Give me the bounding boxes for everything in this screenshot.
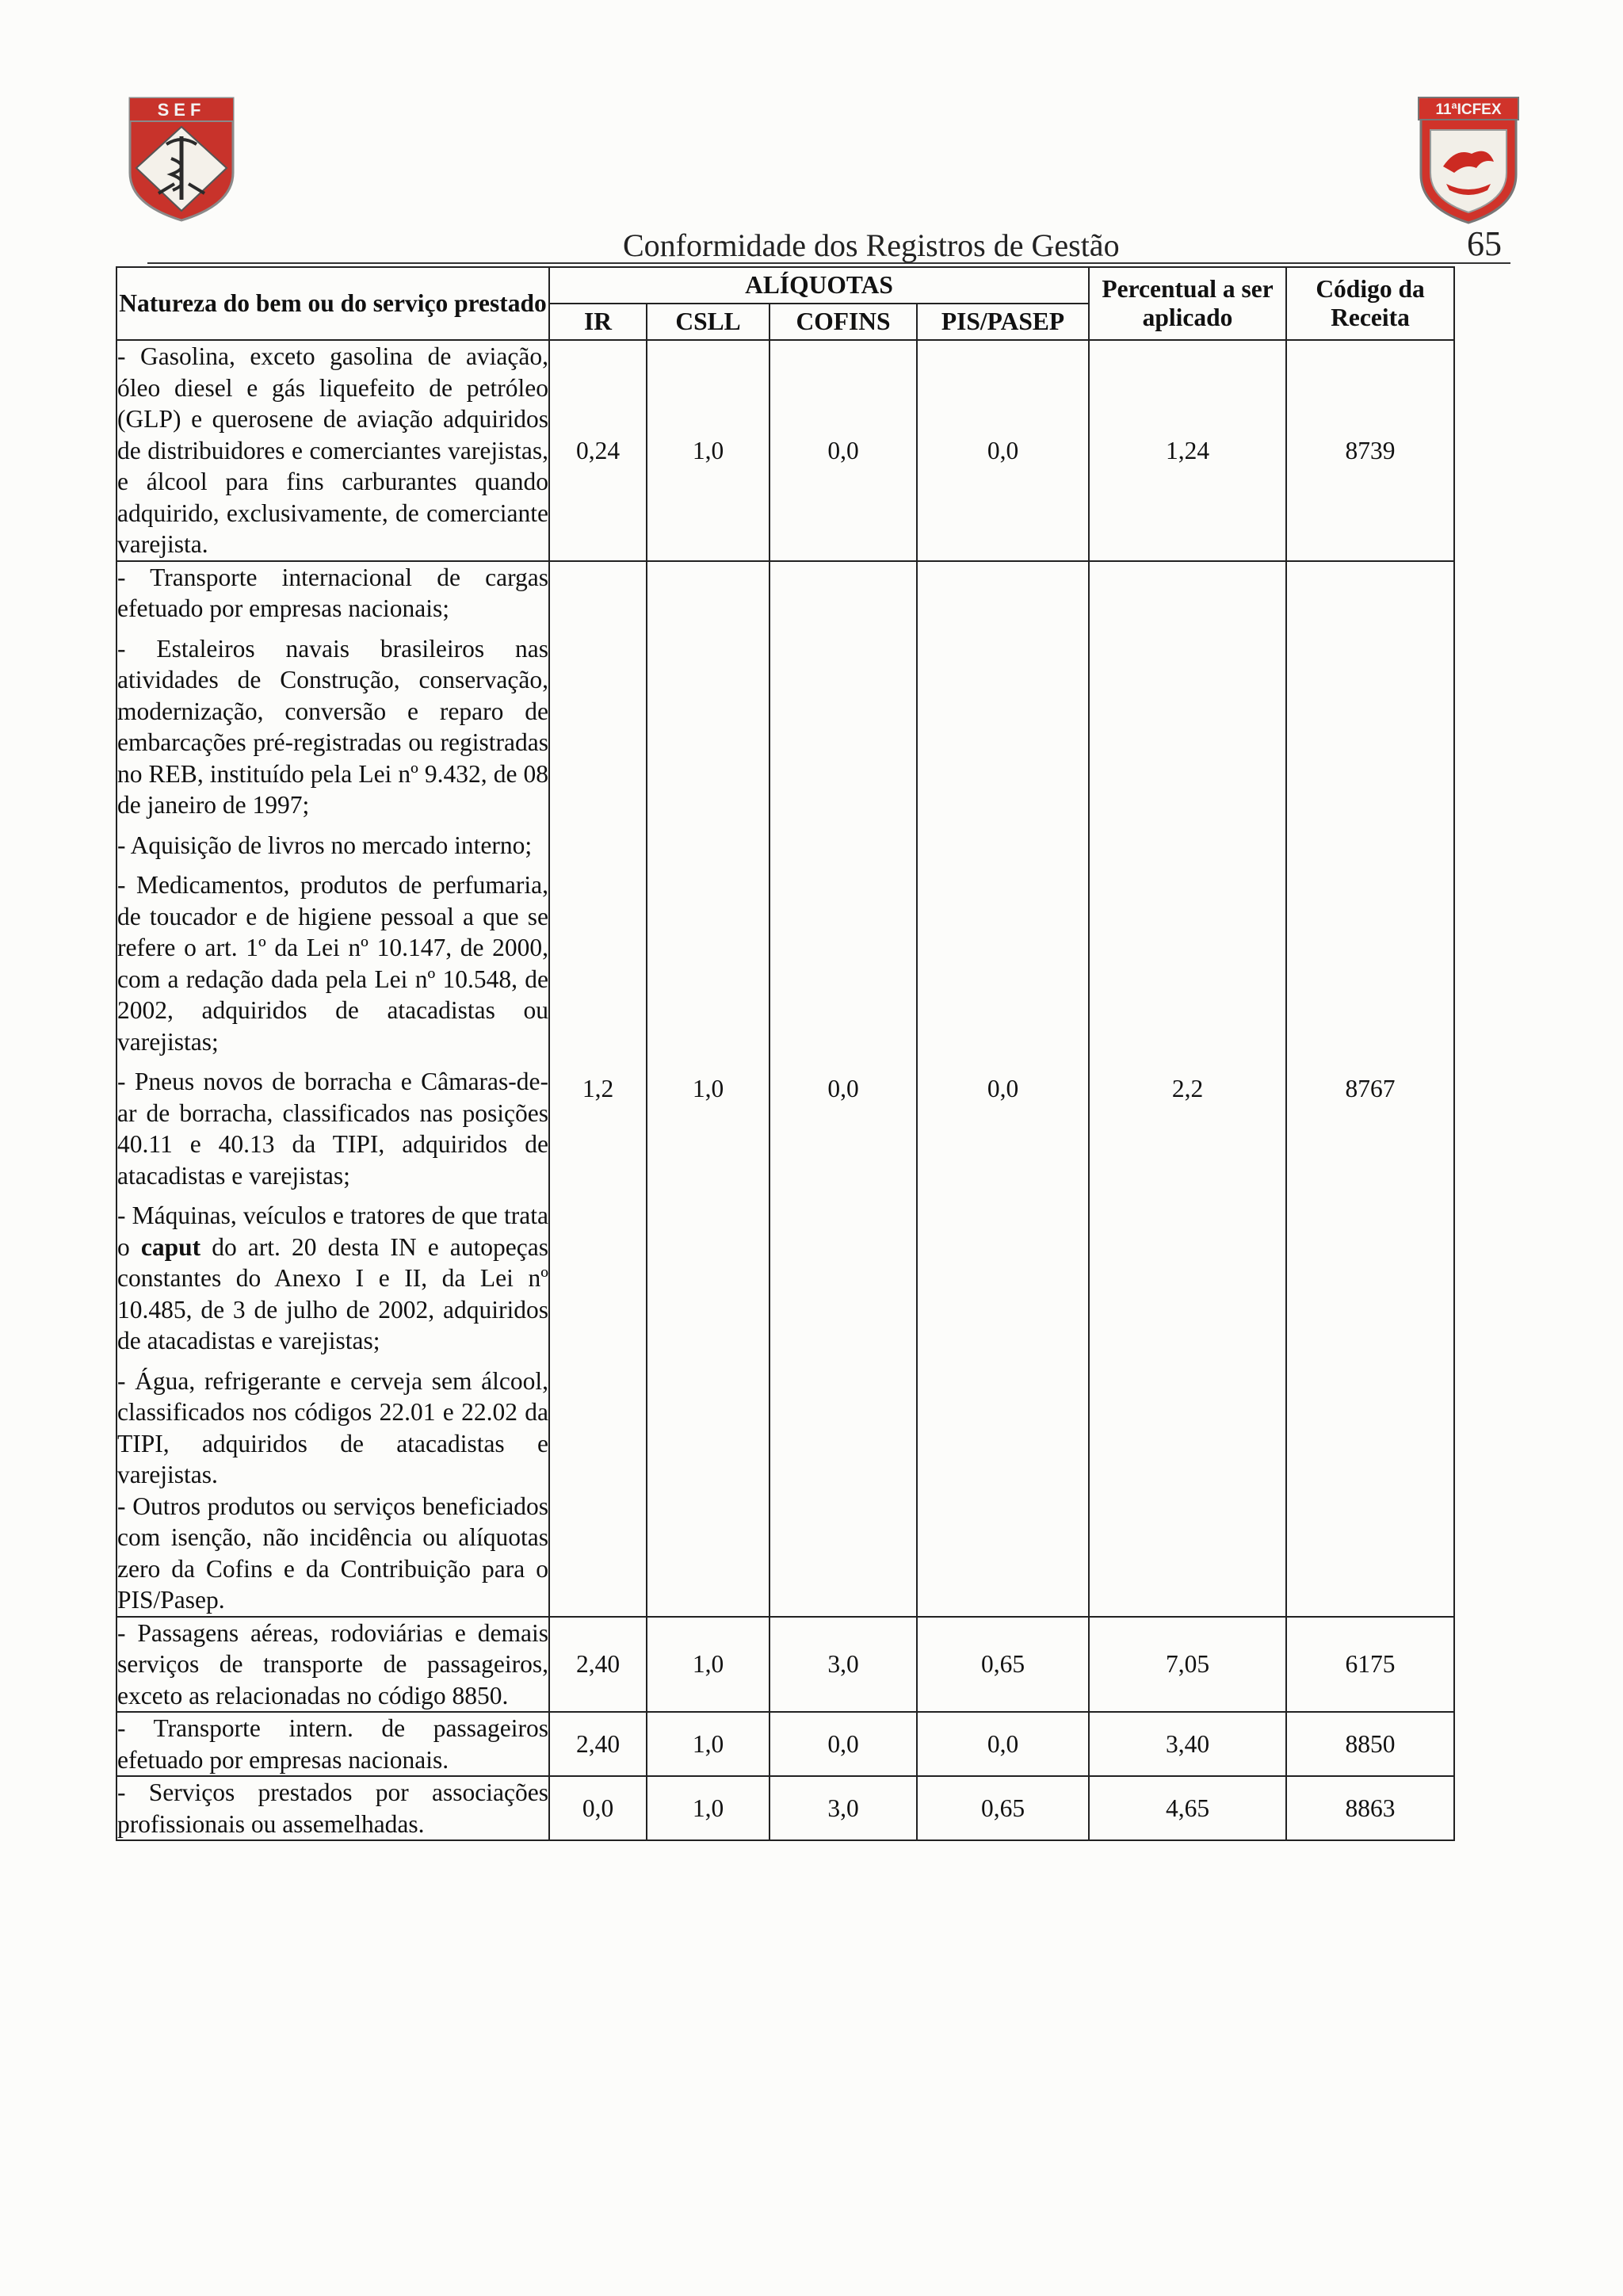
nature-column-header: Natureza do bem ou do serviço prestado	[116, 267, 549, 340]
sef-logo-text: SEF	[157, 100, 206, 120]
nature-text: - Serviços prestados por associações profissionais ou assemelhadas.	[117, 1778, 548, 1838]
percentual-column-header: Percentual a ser aplicado	[1089, 267, 1286, 340]
csll-value: 1,0	[647, 1776, 769, 1840]
icfex-logo-text: 11ªICFEX	[1435, 101, 1502, 118]
cofins-column-header: COFINS	[769, 304, 917, 340]
codigo-value: 8863	[1286, 1776, 1454, 1840]
pis-pasep-value: 0,65	[917, 1776, 1089, 1840]
percentual-value: 2,2	[1089, 561, 1286, 1617]
ir-value: 0,24	[549, 340, 647, 561]
percentual-value: 1,24	[1089, 340, 1286, 561]
ir-value: 0,0	[549, 1776, 647, 1840]
caput-bold-text: caput	[140, 1232, 201, 1261]
nature-text: - Medicamentos, produtos de perfumaria, de toucador e de higiene pessoal a que se refere o art. 1º da Lei nº 10.147, de 2000, com a redação dada pela Lei nº 10.548, de 2002, adquiridos de atacadistas ou varejistas;	[117, 871, 548, 1056]
nature-cell	[116, 1712, 549, 1776]
codigo-value: 6175	[1286, 1617, 1454, 1713]
machines-text-suffix: do art. 20 desta IN e autopeças constantes do Anexo I e II, da Lei nº 10.485, de 3 de julho de 2002, adquiridos de atacadistas e varejistas;	[117, 1232, 548, 1354]
nature-cell	[116, 1617, 549, 1713]
nature-text: - Transporte internacional de cargas efetuado por empresas nacionais;	[117, 563, 548, 622]
cofins-value: 3,0	[769, 1617, 917, 1713]
cofins-value: 0,0	[769, 561, 917, 1617]
machines-text-prefix: - Máquinas, veículos e tratores de que trata o	[117, 1201, 548, 1261]
ir-value: 2,40	[549, 1617, 647, 1713]
codigo-value: 8850	[1286, 1712, 1454, 1776]
nature-text: - Transporte intern. de passageiros efetuado por empresas nacionais.	[117, 1714, 548, 1774]
pis-pasep-column-header: PIS/PASEP	[917, 304, 1089, 340]
csll-value: 1,0	[647, 1712, 769, 1776]
cofins-value: 3,0	[769, 1776, 917, 1840]
codigo-value: 8767	[1286, 561, 1454, 1617]
table-row	[116, 1712, 1454, 1776]
ir-value: 1,2	[549, 561, 647, 1617]
header-divider	[147, 262, 1510, 264]
nature-text: - Aquisição de livros no mercado interno;	[117, 831, 533, 859]
nature-cell	[116, 340, 549, 561]
page-number: 65	[1467, 224, 1502, 263]
tax-rates-table	[116, 266, 1455, 1841]
nature-text: - Outros produtos ou serviços beneficiados com isenção, não incidência ou alíquotas zero da Cofins e da Contribuição para o PIS/Pasep.	[117, 1492, 548, 1614]
csll-column-header: CSLL	[647, 304, 769, 340]
nature-text: - Gasolina, exceto gasolina de aviação, óleo diesel e gás liquefeito de petróleo (GLP) e querosene de aviação adquiridos de distribuidores e comerciantes varejistas, e álcool para fins carburantes quando adquirido, exclusivamente, de comerciante varejista.	[117, 342, 548, 558]
nature-cell	[116, 1776, 549, 1840]
pis-pasep-value: 0,65	[917, 1617, 1089, 1713]
codigo-value: 8739	[1286, 340, 1454, 561]
ir-value: 2,40	[549, 1712, 647, 1776]
percentual-value: 7,05	[1089, 1617, 1286, 1713]
nature-cell	[116, 561, 549, 1617]
nature-text: - Pneus novos de borracha e Câmaras-de-ar de borracha, classificados nas posições 40.11 e 40.13 da TIPI, adquiridos de atacadistas e varejistas;	[117, 1068, 548, 1190]
cofins-value: 0,0	[769, 340, 917, 561]
ir-column-header: IR	[549, 304, 647, 340]
table-row	[116, 561, 1454, 1617]
icfex-emblem-logo	[1416, 95, 1521, 226]
nature-text-machines	[117, 1200, 548, 1357]
table-row	[116, 1617, 1454, 1713]
pis-pasep-value: 0,0	[917, 561, 1089, 1617]
csll-value: 1,0	[647, 340, 769, 561]
csll-value: 1,0	[647, 561, 769, 1617]
aliquotas-group-header: ALÍQUOTAS	[549, 267, 1089, 304]
percentual-value: 3,40	[1089, 1712, 1286, 1776]
nature-text: - Passagens aéreas, rodoviárias e demais serviços de transporte de passageiros, exceto as relacionadas no código 8850.	[117, 1618, 548, 1710]
table-row	[116, 1776, 1454, 1840]
nature-text: - Água, refrigerante e cerveja sem álcool, classificados nos códigos 22.01 e 22.02 da TIPI, adquiridos de atacadistas e varejistas.	[117, 1366, 548, 1488]
document-header-title: Conformidade dos Registros de Gestão	[623, 227, 1120, 263]
nature-text: - Estaleiros navais brasileiros nas atividades de Construção, conservação, modernização, conversão e reparo de embarcações pré-registradas ou registradas no REB, instituído pela Lei nº 9.432, de 08 de janeiro de 1997;	[117, 634, 548, 819]
percentual-value: 4,65	[1089, 1776, 1286, 1840]
table-row	[116, 340, 1454, 561]
pis-pasep-value: 0,0	[917, 1712, 1089, 1776]
codigo-column-header: Código da Receita	[1286, 267, 1454, 340]
cofins-value: 0,0	[769, 1712, 917, 1776]
csll-value: 1,0	[647, 1617, 769, 1713]
sef-emblem-logo	[127, 95, 236, 223]
pis-pasep-value: 0,0	[917, 340, 1089, 561]
